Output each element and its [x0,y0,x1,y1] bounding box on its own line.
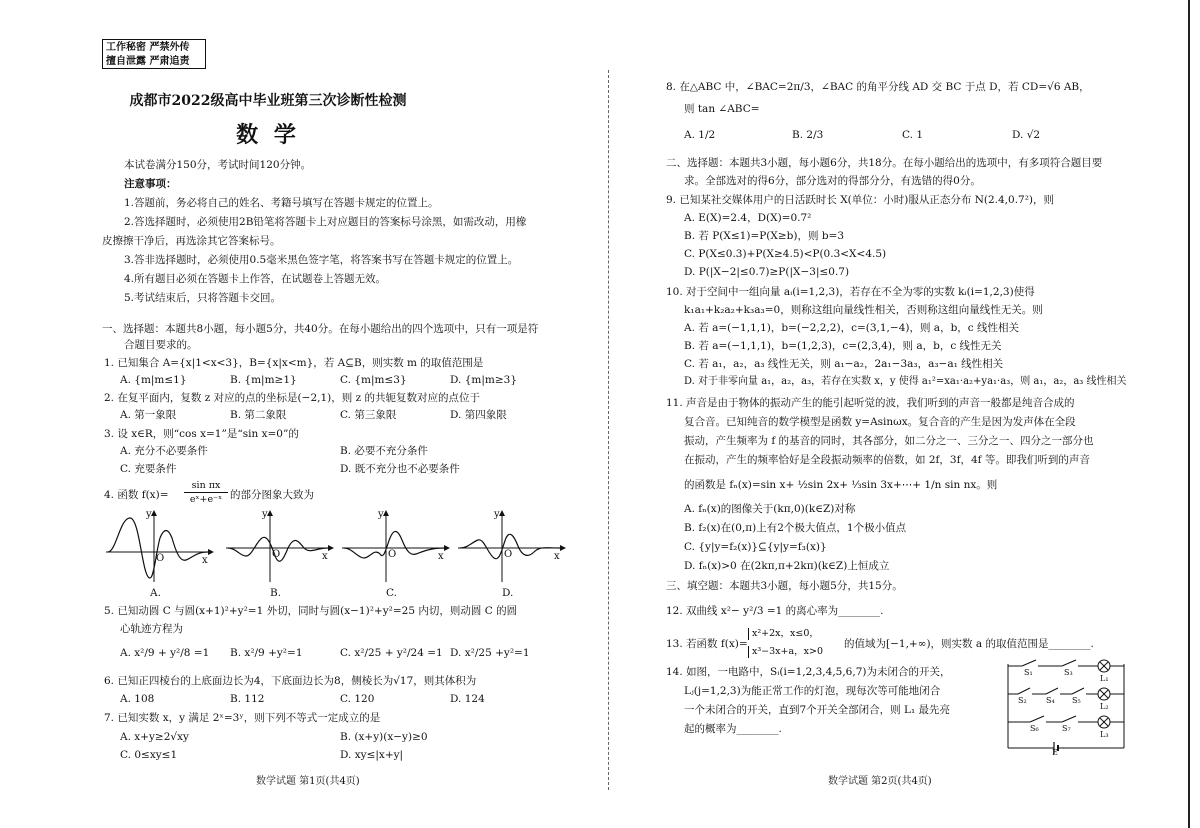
q11-option-b: B. f₂(x)在(0,π)上有2个极大值点，1个极小值点 [684,522,907,534]
switch-s1-label: S₁ [1024,668,1033,677]
q3-option-b: B. 必要不充分条件 [340,445,428,457]
q4-d-x-label: x [554,551,560,562]
notice-4: 4.所有题目必须在答题卡上作答，在试题卷上答题无效。 [124,273,387,285]
notice-5: 5.考试结束后，只将答题卡交回。 [124,292,282,304]
q4-fraction-den: eˣ+e⁻ˣ [189,494,223,505]
q13-case-1: x²+2x，x≤0， [748,628,819,640]
power-source-label: E [1052,748,1058,757]
switch-s6-label: S₆ [1030,724,1039,733]
switch-s2-label: S₂ [1018,696,1027,705]
q8-option-d: D. √2 [1012,129,1041,141]
lamp-l2-label: L₂ [1100,702,1109,711]
q4-label-a: A. [150,587,161,599]
q4-graph-a [104,508,214,584]
right-edge-bar [1188,0,1190,828]
q4-graph-b [224,508,334,584]
section2-line1: 二、选择题：本题共3小题，每小题6分，共18分。在每小题给出的选项中，有多项符合题目要 [666,157,1103,169]
q6-option-c: C. 120 [340,693,375,705]
q11-line-5: 的函数是 fₙ(x)=sin x+ ½sin 2x+ ⅓sin 3x+⋯+ 1/n sin nx。则 [684,479,998,491]
q9-option-d: D. P(|X−2|≤0.7)≥P(|X−3|≤0.7) [684,266,850,278]
confidential-stamp [102,39,206,69]
q14-line-1: 14. 如图，一电路中，Sᵢ(i=1,2,3,4,5,6,7)为未闭合的开关， [666,666,951,678]
q7-stem: 7. 已知实数 x，y 满足 2ˣ=3ʸ，则下列不等式一定成立的是 [104,712,381,724]
score-time: 本试卷满分150分，考试时间120分钟。 [124,159,312,171]
q5-option-b: B. x²/9 +y²=1 [230,647,303,659]
lamp-l3-label: L₃ [1100,730,1109,739]
switch-s5-label: S₅ [1072,696,1081,705]
q10-option-d: D. 对于非零向量 a₁，a₂，a₃，若存在实数 x，y 使得 a₁²=xa₁·a₂+ya₁·a₃，则 a₁，a₂，a₃ 线性相关 [684,376,1127,387]
q9-option-a: A. E(X)=2.4，D(X)=0.7² [684,212,812,224]
q8-option-c: C. 1 [902,129,924,141]
q11-line-3: 振动，产生频率为 f 的基音的同时，其各部分，如二分之一、三分之一、四分之一部分也 [684,435,1094,447]
notice-title: 注意事项： [124,178,177,190]
section3-line1: 三、填空题：本题共3小题，每小题5分，共15分。 [666,580,903,592]
q8-option-b: B. 2/3 [792,129,824,141]
lamp-l1-label: L₁ [1100,674,1109,683]
q14-line-2: Lⱼ(j=1,2,3)为能正常工作的灯泡，现每次等可能地闭合 [684,685,941,697]
q10-stem-1: 10. 对于空间中一组向量 aᵢ(i=1,2,3)，若存在不全为零的实数 kᵢ(i=1,2,3)使得 [666,286,1035,298]
q10-option-b: B. 若 a=(−1,1,1)，b=(1,2,3)，c=(2,3,4)，则 a，b，c 线性无关 [684,340,1002,352]
q12-stem: 12. 双曲线 x²− y²/3 =1 的离心率为________. [666,605,884,617]
q6-option-b: B. 112 [230,693,265,705]
q4-graph-d [456,508,566,584]
q4-stem-post: 的部分图象大致为 [230,489,314,501]
q5-option-a: A. x²/9 + y²/8 =1 [120,647,210,659]
stamp-line-2: 擅自泄露 严肃追责 [106,56,190,67]
q2-option-d: D. 第四象限 [450,409,507,421]
q11-option-c: C. {y|y=f₂(x)}⊆{y|y=f₃(x)} [684,541,827,553]
q10-option-c: C. 若 a₁，a₂，a₃ 线性无关，则 a₁−a₂，2a₁−3a₃，a₃−a₁ 线性相关 [684,358,1004,370]
q5-option-c: C. x²/25 + y²/24 =1 [340,647,443,659]
q11-line-4: 在振动，产生的频率恰好是全段振动频率的倍数，如 2f，3f，4f 等。即我们听到的声音 [684,454,1090,466]
q10-stem-2: k₁a₁+k₂a₂+k₃a₃=0，则称这组向量线性相关，否则称这组向量线性无关。则 [684,304,1043,316]
footer-page-1: 数学试题 第1页(共4页) [256,776,360,787]
section1-line2: 合题目要求的。 [124,339,198,351]
q1-stem: 1. 已知集合 A={x|1<x<3}，B={x|x<m}，若 A⊆B，则实数 m 的取值范围是 [104,357,484,369]
notice-1: 1.答题前，务必将自己的姓名、考籍号填写在答题卡规定的位置上。 [124,197,439,209]
q6-option-d: D. 124 [450,693,485,705]
q4-a-origin: O [156,553,165,564]
q6-stem: 6. 已知正四棱台的上底面边长为4，下底面边长为8，侧棱长为√17，则其体积为 [104,675,477,687]
q4-b-origin: O [272,549,281,560]
q3-option-d: D. 既不充分也不必要条件 [340,463,460,475]
q13-stem-post: 的值域为[−1,+∞)，则实数 a 的取值范围是________. [844,638,1094,650]
q8-stem-2: 则 tan ∠ABC= [684,103,760,115]
stamp-line-1: 工作秘密 严禁外传 [106,42,190,53]
section1-line1: 一、选择题：本题共8小题，每小题5分，共40分。在每小题给出的四个选项中，只有一项是符 [102,323,539,335]
switch-s4-label: S₄ [1046,696,1055,705]
q3-option-c: C. 充要条件 [120,463,177,475]
q4-fraction-num: sin πx [184,480,228,493]
notice-3: 3.答非选择题时，必须使用0.5毫米黑色签字笔，将答案书写在答题卡规定的位置上。 [124,254,519,266]
q4-c-y-label: y [378,509,384,520]
q4-a-y-label: y [146,509,152,520]
q2-option-a: A. 第一象限 [120,409,177,421]
q1-option-c: C. {m|m≤3} [340,374,407,386]
q4-b-y-label: y [262,509,268,520]
q4-d-y-label: y [494,509,500,520]
subject-title: 数 学 [236,122,300,148]
switch-s3-label: S₃ [1064,668,1073,677]
q11-line-1: 11. 声音是由于物体的振动产生的能引起听觉的波，我们听到的声音一般都是纯音合成的 [666,397,1075,409]
q1-option-a: A. {m|m≤1} [120,374,187,386]
q2-stem: 2. 在复平面内，复数 z 对应的点的坐标是(−2,1)，则 z 的共轭复数对应的点位于 [104,392,480,404]
q5-stem-2: 心轨迹方程为 [120,623,183,635]
q9-option-b: B. 若 P(X≤1)=P(X≥b)，则 b=3 [684,230,845,242]
notice-2a: 2.答选择题时，必须使用2B铅笔将答题卡上对应题目的答案标号涂黑，如需改动，用橡 [124,216,527,228]
q9-option-c: C. P(X≤0.3)+P(X≥4.5)<P(0.3<X<4.5) [684,248,887,260]
exam-title: 成都市2022级高中毕业班第三次诊断性检测 [129,93,407,109]
q4-stem-pre: 4. 函数 f(x)= [104,489,169,501]
section2-line2: 求。全部选对的得6分，部分选对的得部分分，有选错的得0分。 [684,175,981,187]
switch-s7-label: S₇ [1062,724,1071,733]
q5-option-d: D. x²/25 +y²=1 [450,647,530,659]
q4-c-x-label: x [438,551,444,562]
q6-option-a: A. 108 [120,693,155,705]
q4-label-b: B. [270,587,282,599]
q4-b-x-label: x [322,551,328,562]
q11-line-2: 复合音。已知纯音的数学模型是函数 y=Asinωx。复合音的产生是因为发声体在全段 [684,416,1076,428]
q4-d-origin: O [504,549,513,560]
q3-option-a: A. 充分不必要条件 [120,445,208,457]
q4-c-origin: O [388,549,397,560]
q2-option-b: B. 第二象限 [230,409,287,421]
q14-line-4: 起的概率为________. [684,723,782,735]
q7-option-a: A. x+y≥2√xy [120,731,189,743]
q10-option-a: A. 若 a=(−1,1,1)，b=(−2,2,2)，c=(3,1,−4)，则 a，b，c 线性相关 [684,322,1020,334]
q4-label-c: C. [386,587,397,599]
q1-option-d: D. {m|m≥3} [450,374,518,386]
q7-option-c: C. 0≤xy≤1 [120,749,178,761]
q9-stem: 9. 已知某社交媒体用户的日活跃时长 X(单位：小时)服从正态分布 N(2.4,0.7²)，则 [666,194,1055,206]
q13-case-2: x³−3x+a，x>0 [748,646,823,658]
q11-option-a: A. fₙ(x)的图像关于(kπ,0)(k∈Z)对称 [684,503,856,515]
q1-option-b: B. {m|m≥1} [230,374,297,386]
q4-graph-c [340,508,450,584]
q3-stem: 3. 设 x∈R，则“cos x=1”是“sin x=0”的 [104,428,299,440]
notice-2b: 皮擦擦干净后，再选涂其它答案标号。 [102,235,281,247]
footer-page-2: 数学试题 第2页(共4页) [828,776,932,787]
q8-stem-1: 8. 在△ABC 中，∠BAC=2π/3，∠BAC 的角平分线 AD 交 BC 于点 D，若 CD=√6 AB， [666,81,1090,93]
q4-a-x-label: x [202,555,208,566]
q5-stem-1: 5. 已知动圆 C 与圆(x+1)²+y²=1 外切，同时与圆(x−1)²+y²=25 内切，则动圆 C 的圆 [104,605,518,617]
q13-stem-pre: 13. 若函数 f(x)= [666,638,748,650]
q2-option-c: C. 第三象限 [340,409,397,421]
q11-option-d: D. fₙ(x)>0 在(2kπ,π+2kπ)(k∈Z)上恒成立 [684,560,890,572]
q7-option-b: B. (x+y)(x−y)≥0 [340,731,428,743]
q14-circuit-diagram [1000,658,1132,758]
q7-option-d: D. xy≤|x+y| [340,749,404,761]
q4-label-d: D. [502,587,514,599]
q8-option-a: A. 1/2 [684,129,716,141]
q14-line-3: 一个未闭合的开关，直到7个开关全部闭合，则 L₁ 最先亮 [684,704,951,716]
